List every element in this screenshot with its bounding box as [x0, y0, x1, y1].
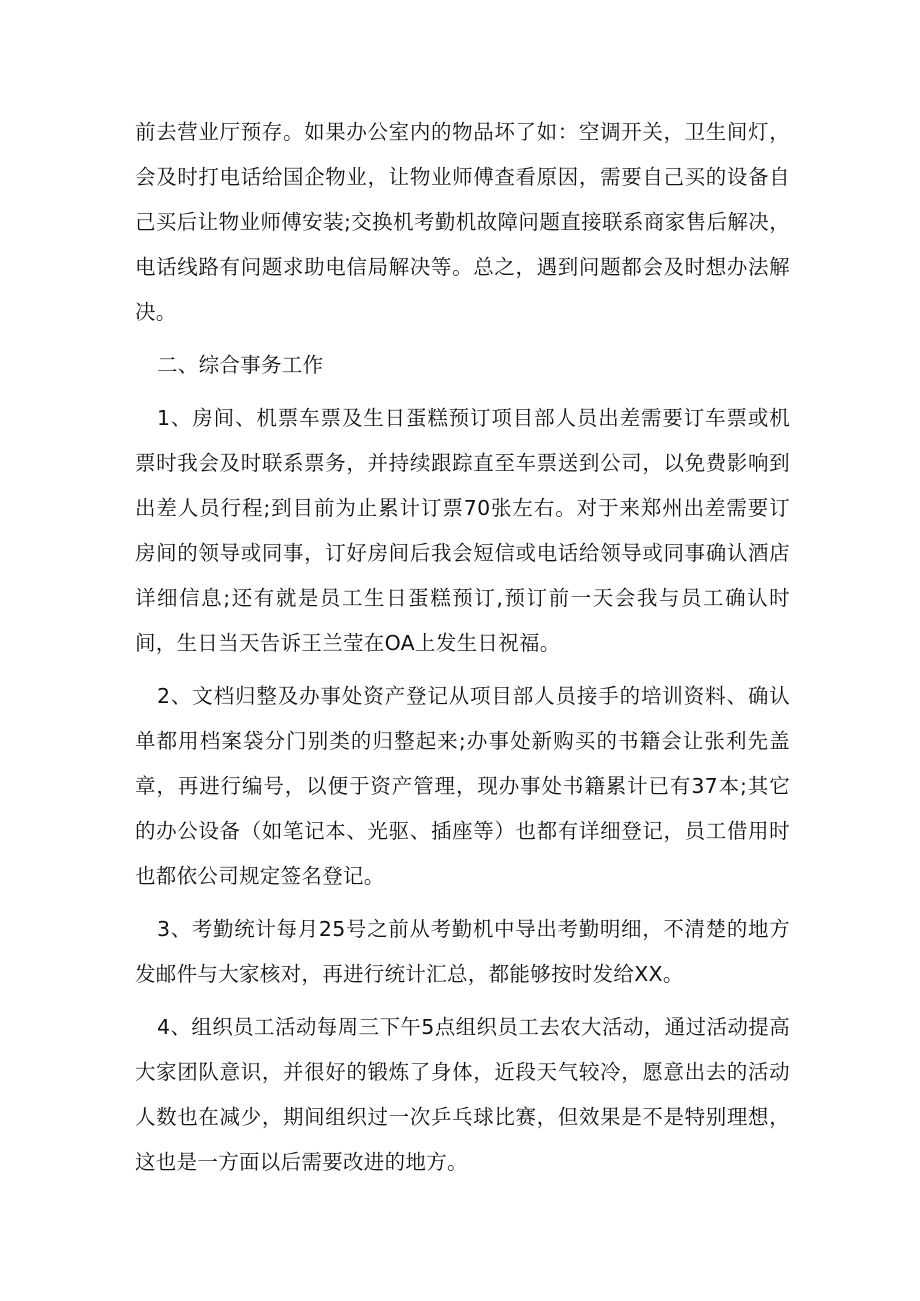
- paragraph-continuation: 前去营业厅预存。如果办公室内的物品坏了如：空调开关，卫生间灯，会及时打电话给国企物业，让物业师傅查看原因，需要自己买的设备自己买后让物业师傅安装;交换机考勤机故障问题直接联系商家售后解决，电话线路有问题求助电信局解决等。总之，遇到问题都会及时想办法解决。: [135, 120, 790, 324]
- paragraph-item-1-booking: 1、房间、机票车票及生日蛋糕预订项目部人员出差需要订车票或机票时我会及时联系票务，并持续跟踪直至车票送到公司，以免费影响到出差人员行程;到目前为止累计订票70张左右。对于来郑州出差需要订房间的领导或同事，订好房间后我会短信或电话给领导或同事确认酒店详细信息;还有就是员工生日蛋糕预订,预订前一天会我与员工确认时间，生日当天告诉王兰莹在OA上发生日祝福。: [135, 406, 790, 655]
- paragraph-item-4-activities: 4、组织员工活动每周三下午5点组织员工去农大活动，通过活动提高大家团队意识，并很好的锻炼了身体，近段天气较冷，愿意出去的活动人数也在减少，期间组织过一次乒乓球比赛，但效果是不是特别理想，这也是一方面以后需要改进的地方。: [135, 1015, 790, 1174]
- document-body: [135, 110, 790, 1185]
- section-heading-general-affairs: 二、综合事务工作: [157, 353, 324, 377]
- paragraph-item-2-documents: 2、文档归整及办事处资产登记从项目部人员接手的培训资料、确认单都用档案袋分门别类的归整起来;办事处新购买的书籍会让张利先盖章，再进行编号，以便于资产管理，现办事处书籍累计已有37本;其它的办公设备（如笔记本、光驱、插座等）也都有详细登记，员工借用时也都依公司规定签名登记。: [135, 684, 790, 888]
- paragraph-item-3-attendance: 3、考勤统计每月25号之前从考勤机中导出考勤明细，不清楚的地方发邮件与大家核对，再进行统计汇总，都能够按时发给XX。: [135, 917, 790, 986]
